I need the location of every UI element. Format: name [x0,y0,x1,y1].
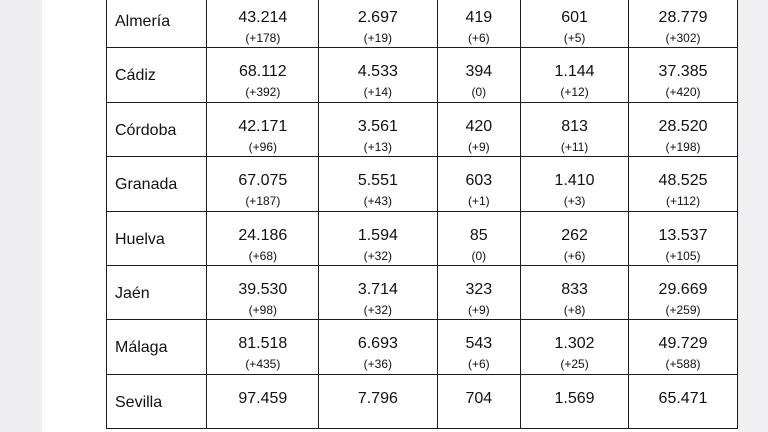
province-cell [107,320,207,374]
cell-delta: (+25) [560,357,589,372]
cell-value: 1.144 [554,63,595,81]
cell-delta: (+6) [467,31,490,45]
province-cell [107,211,207,265]
table-row [107,374,738,428]
value-cell [437,374,521,428]
province-cell [107,265,207,319]
value-cell [629,48,738,102]
document-page [42,0,738,432]
cell-value: 29.669 [658,280,708,298]
cell-delta: (+105) [665,248,701,263]
value-cell [437,48,521,102]
value-cell [521,211,629,265]
table-row [107,102,738,156]
cell-delta: (+6) [563,248,586,263]
cell-value: 543 [465,335,493,353]
cell-value: 85 [469,226,488,244]
cell-value: 24.186 [238,226,288,244]
cell-delta: (+98) [248,302,278,317]
cell-value: 42.171 [238,117,288,135]
province-name: Málaga [115,339,168,357]
cell-value: 833 [561,280,588,298]
cell-value: 5.551 [357,172,398,190]
page-margin [738,0,768,432]
province-cell [107,374,207,428]
value-cell [207,48,319,102]
cell-value: 1.569 [554,389,595,407]
cell-value: 603 [465,172,493,190]
cell-delta: (+68) [248,248,278,263]
value-cell [207,265,319,319]
table-row [107,320,738,374]
cell-delta: (+302) [665,31,701,45]
cell-value: 67.075 [238,172,288,190]
cell-delta: (+178) [245,31,281,45]
cell-value: 48.525 [658,172,708,190]
cell-value: 37.385 [658,63,708,81]
cell-value: 97.459 [238,389,288,407]
cell-delta: (+420) [665,85,701,100]
cell-delta: (+8) [563,302,586,317]
cell-delta: (0) [471,85,487,100]
cell-delta: (+12) [560,85,589,100]
province-name: Jaén [115,284,150,302]
value-cell [629,374,738,428]
cell-value: 39.530 [238,280,288,298]
table-row [107,0,738,48]
cell-value: 420 [465,117,493,135]
cell-value: 81.518 [238,335,288,353]
value-cell [207,320,319,374]
cell-value: 28.520 [658,117,708,135]
cell-value: 3.714 [357,280,398,298]
value-cell [629,211,738,265]
value-cell [437,157,521,211]
cell-delta: (+9) [467,302,490,317]
value-cell [319,157,437,211]
value-cell [629,0,738,48]
province-cell [107,48,207,102]
cell-delta: (+1) [467,194,490,209]
cell-delta: (+14) [363,85,393,100]
value-cell [207,102,319,156]
value-cell [319,211,437,265]
cell-value: 68.112 [238,63,287,81]
cell-value: 704 [465,389,493,407]
cell-delta: (+36) [363,357,393,372]
cell-value: 419 [465,9,493,26]
cell-value: 2.697 [357,9,398,26]
cell-value: 1.302 [554,335,595,353]
value-cell [629,157,738,211]
province-name: Huelva [115,230,165,248]
value-cell [319,265,437,319]
cell-delta: (+198) [665,139,701,154]
province-cell [107,0,207,48]
value-cell [629,265,738,319]
cell-value: 28.779 [658,9,708,26]
cell-delta: (+9) [467,139,490,154]
value-cell [319,48,437,102]
cell-delta: (+5) [563,31,586,45]
cell-delta: (+11) [560,139,589,154]
cell-value: 65.471 [658,389,708,407]
cell-value: 4.533 [357,63,398,81]
table-row [107,211,738,265]
cell-delta: (+187) [245,194,281,209]
value-cell [319,0,437,48]
value-cell [319,102,437,156]
cell-delta: (+96) [248,139,278,154]
cell-delta: (+13) [363,139,393,154]
cell-delta: (+259) [665,302,701,317]
cell-value: 6.693 [357,335,398,353]
value-cell [437,0,521,48]
cell-value: 813 [561,117,588,135]
province-name: Cádiz [115,67,156,85]
table-row [107,48,738,102]
cell-value: 1.410 [554,172,595,190]
cell-value: 13.537 [658,226,708,244]
cell-delta: (+588) [665,357,701,372]
value-cell [521,102,629,156]
cell-value: 323 [465,280,493,298]
table-row [107,157,738,211]
value-cell [629,320,738,374]
value-cell [437,320,521,374]
cell-value: 1.594 [357,226,398,244]
value-cell [629,102,738,156]
cell-delta: (+435) [245,357,281,372]
table-row [107,265,738,319]
province-name: Granada [115,176,178,194]
cell-delta: (+43) [363,194,393,209]
cell-value: 3.561 [357,117,398,135]
cell-delta: (+6) [467,357,490,372]
cell-value: 394 [465,63,493,81]
cell-delta: (+32) [363,302,393,317]
value-cell [437,265,521,319]
province-cell [107,102,207,156]
province-name: Almería [115,13,171,30]
cell-delta: (+32) [363,248,393,263]
value-cell [207,157,319,211]
value-cell [319,320,437,374]
cell-delta: (0) [471,248,487,263]
value-cell [207,374,319,428]
cell-delta: (+112) [665,194,701,209]
province-data-table [106,0,738,429]
value-cell [437,102,521,156]
province-name: Córdoba [115,121,177,139]
value-cell [521,374,629,428]
value-cell [521,0,629,48]
value-cell [319,374,437,428]
cell-delta: (+19) [363,31,393,45]
cell-delta: (+392) [245,85,281,100]
value-cell [437,211,521,265]
cell-delta: (+3) [563,194,586,209]
value-cell [207,0,319,48]
value-cell [521,320,629,374]
value-cell [521,265,629,319]
value-cell [521,48,629,102]
province-cell [107,157,207,211]
cell-value: 7.796 [357,389,398,407]
province-name: Sevilla [115,393,163,411]
cell-value: 601 [561,9,588,26]
value-cell [207,211,319,265]
cell-value: 43.214 [238,9,288,26]
value-cell [521,157,629,211]
cell-value: 262 [561,226,588,244]
cell-value: 49.729 [658,335,708,353]
